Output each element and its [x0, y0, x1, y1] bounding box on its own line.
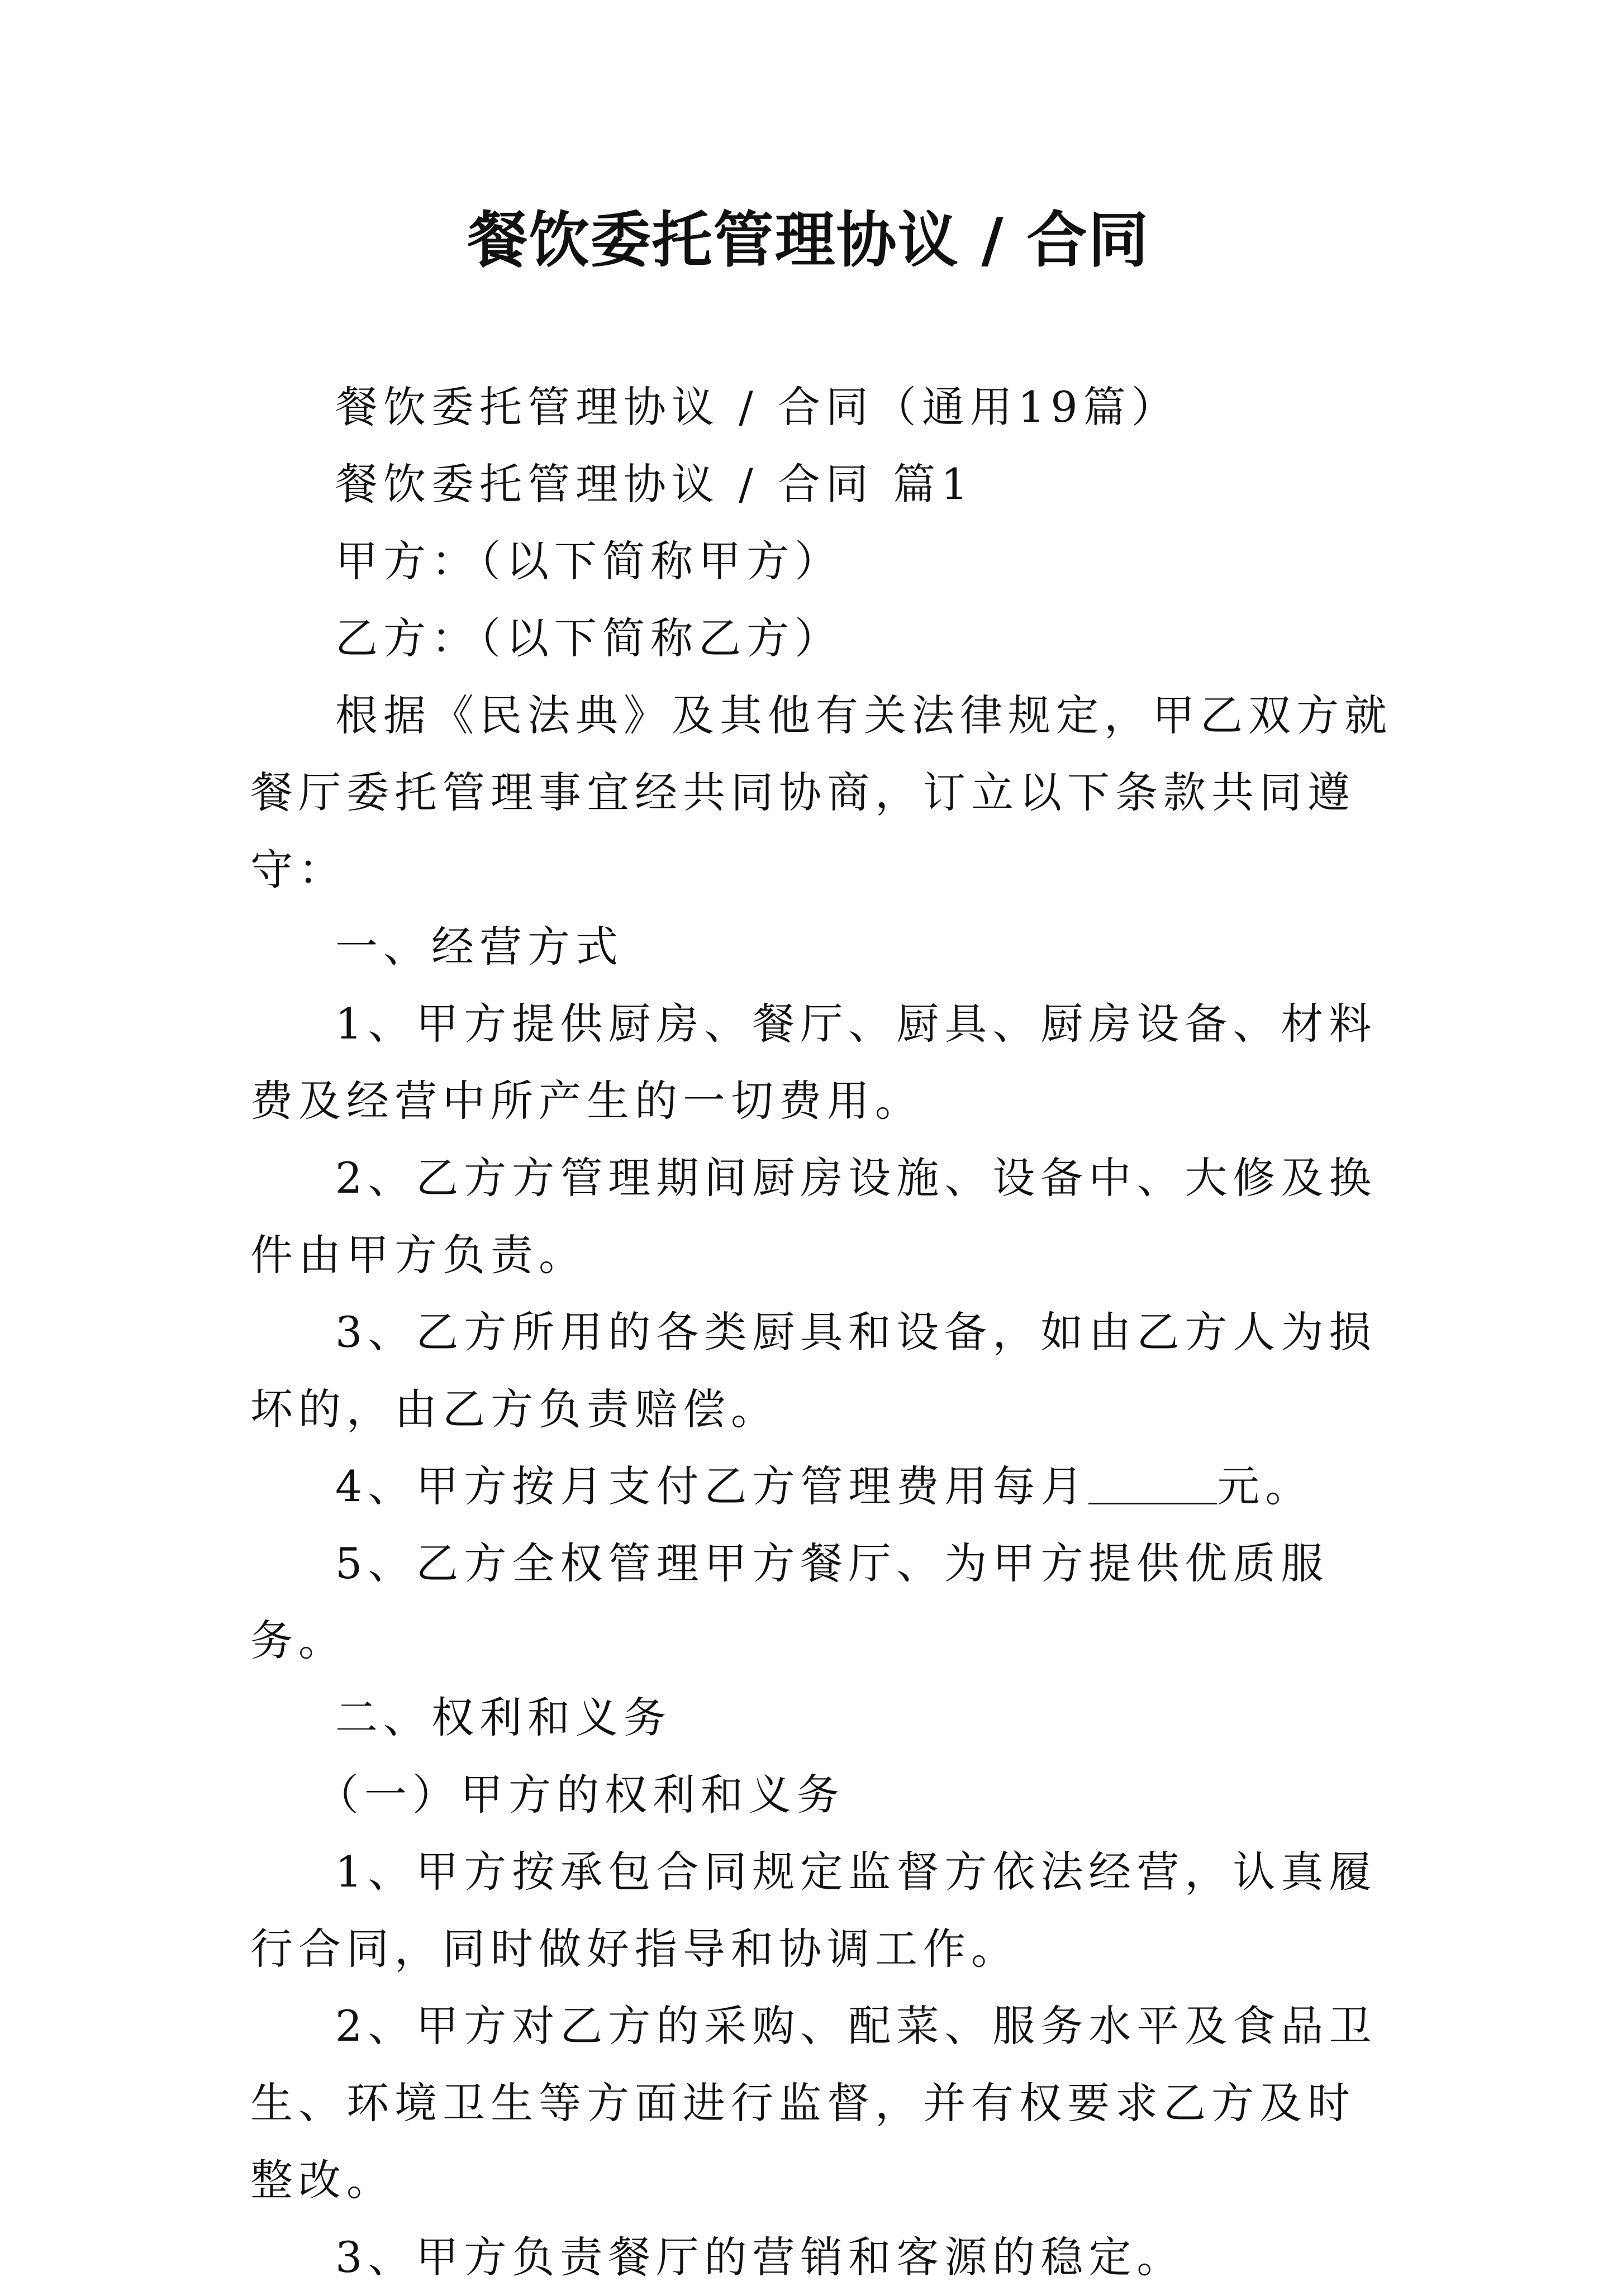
paragraph-clause: 5、乙方全权管理甲方餐厅、为甲方提供优质服务。 — [250, 1538, 1329, 1665]
paragraph-preamble: 根据《民法典》及其他有关法律规定，甲乙双方就餐厅委托管理事宜经共同协商，订立以下条款共同遵守： — [250, 690, 1392, 894]
paragraph-section-heading: 餐饮委托管理协议 / 合同 篇1 — [335, 459, 974, 509]
fee-clause-text: 4、甲方按月支付乙方管理费用每月 — [335, 1461, 1089, 1511]
fee-blank-line — [1088, 1464, 1217, 1504]
paragraph-subtitle: 餐饮委托管理协议 / 合同（通用19篇） — [335, 382, 1180, 432]
paragraph-clause: 1、甲方提供厨房、餐厅、厨具、厨房设备、材料费及经营中所产生的一切费用。 — [250, 999, 1377, 1126]
paragraph-clause: 1、甲方按承包合同规定监督方依法经营，认真履行合同，同时做好指导和协调工作。 — [250, 1847, 1377, 1974]
paragraph-heading-2: 二、权利和义务 — [335, 1693, 672, 1742]
paragraph-clause: 2、乙方方管理期间厨房设施、设备中、大修及换件由甲方负责。 — [250, 1153, 1377, 1280]
paragraph-fee-clause — [250, 1448, 1401, 1525]
fee-clause-unit: 元。 — [1217, 1461, 1314, 1511]
paragraph-heading-1: 一、经营方式 — [335, 922, 624, 971]
document-title: 餐饮委托管理协议 / 合同 — [467, 205, 1150, 275]
paragraph-clause: 3、乙方所用的各类厨具和设备，如由乙方人为损坏的，由乙方负责赔偿。 — [250, 1307, 1377, 1434]
document-body — [250, 369, 1401, 2296]
paragraph-clause: 3、甲方负责餐厅的营销和客源的稳定。 — [335, 2232, 1185, 2282]
paragraph-party-a: 甲方：（以下简称甲方） — [335, 536, 843, 586]
paragraph-party-b: 乙方：（以下简称乙方） — [335, 613, 843, 663]
paragraph-subheading: （一）甲方的权利和义务 — [316, 1770, 845, 1819]
paragraph-clause: 2、甲方对乙方的采购、配菜、服务水平及食品卫生、环境卫生等方面进行监督，并有权要求乙方及时整改。 — [250, 2001, 1377, 2205]
